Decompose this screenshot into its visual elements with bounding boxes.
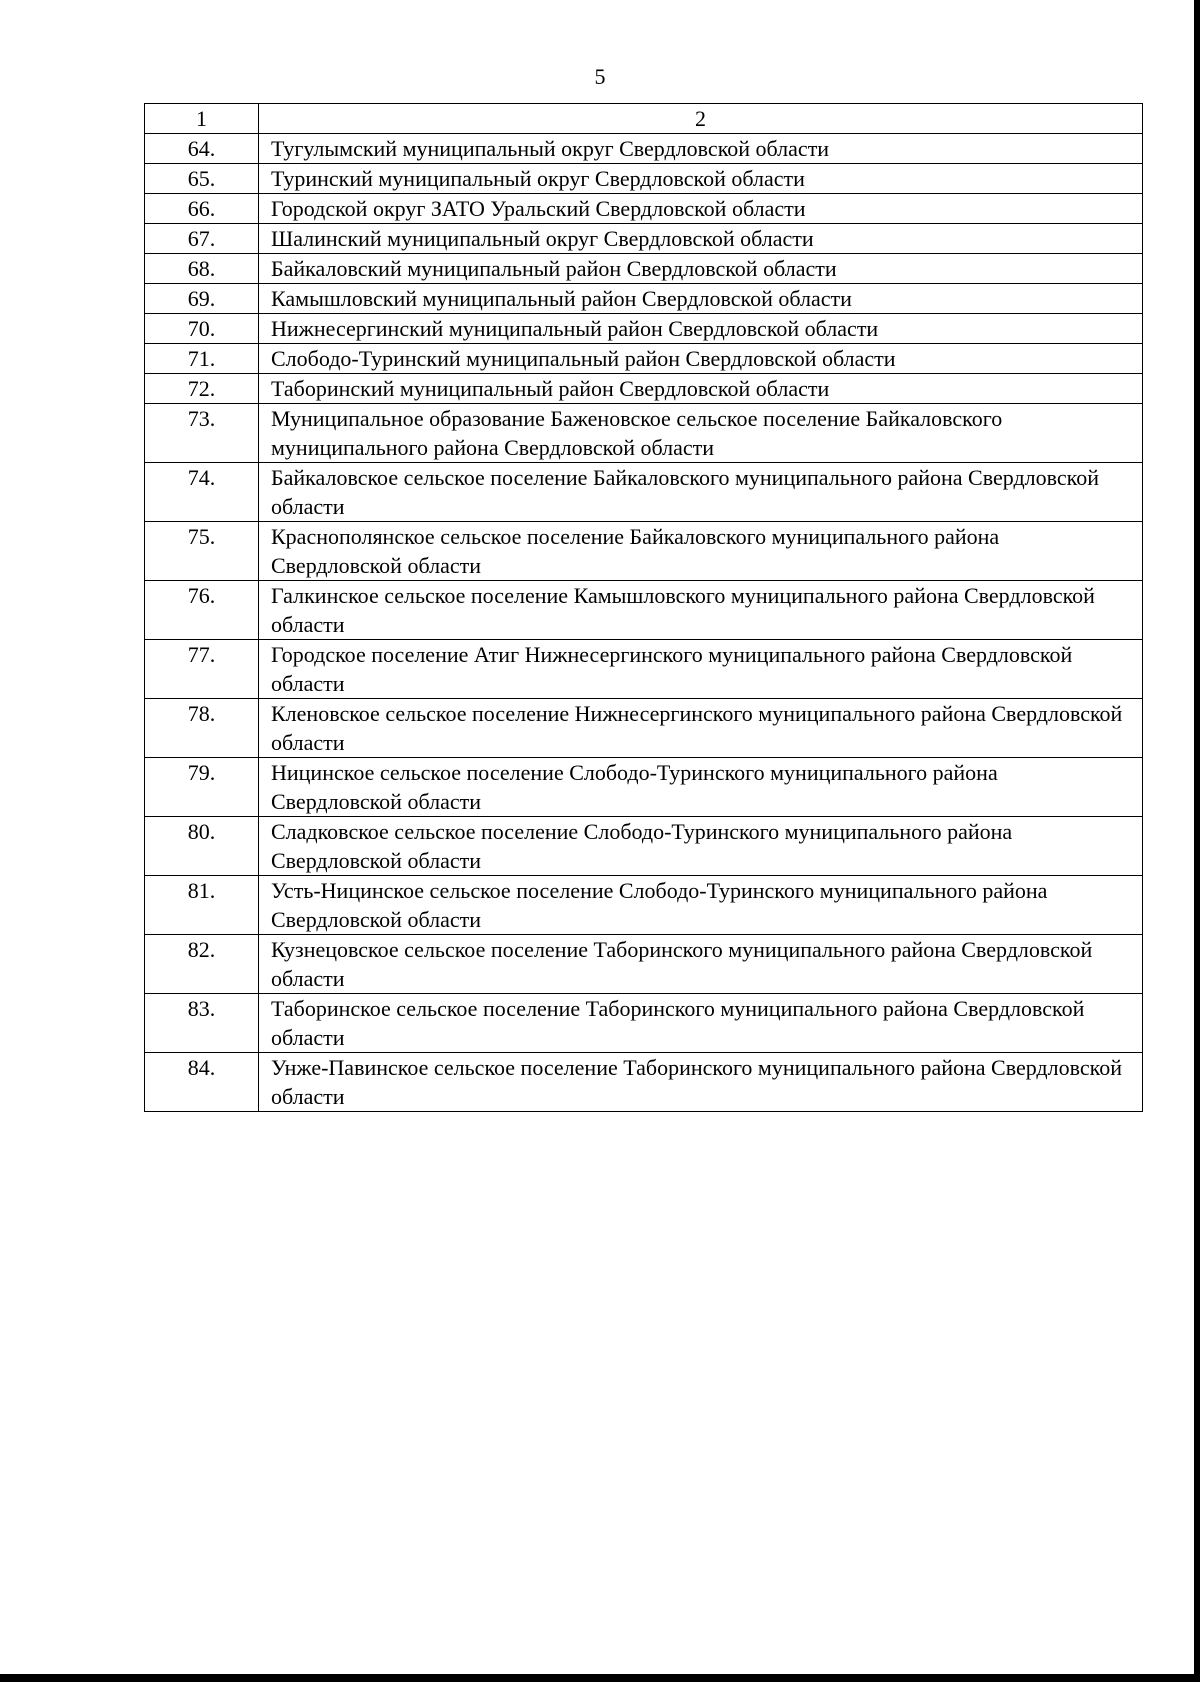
table-row xyxy=(145,254,1143,284)
municipality-name: Слободо-Туринский муниципальный район Свердловской области xyxy=(259,344,1143,374)
row-number: 80. xyxy=(145,817,259,876)
column-header-name: 2 xyxy=(259,104,1143,134)
table-row xyxy=(145,404,1143,463)
table-row xyxy=(145,817,1143,876)
municipality-name: Байкаловское сельское поселение Байкаловского муниципального района Свердловской области xyxy=(259,463,1143,522)
table-row xyxy=(145,194,1143,224)
municipality-name: Шалинский муниципальный округ Свердловской области xyxy=(259,224,1143,254)
table-row xyxy=(145,1053,1143,1112)
municipality-name: Тугулымский муниципальный округ Свердловской области xyxy=(259,134,1143,164)
table-row xyxy=(145,876,1143,935)
municipality-name: Краснополянское сельское поселение Байкаловского муниципального района Свердловской области xyxy=(259,522,1143,581)
page-number: 5 xyxy=(594,64,606,89)
column-header-number: 1 xyxy=(145,104,259,134)
table-row xyxy=(145,164,1143,194)
scan-border-right xyxy=(1194,0,1200,1682)
table-row xyxy=(145,374,1143,404)
table-row xyxy=(145,640,1143,699)
row-number: 74. xyxy=(145,463,259,522)
table-row xyxy=(145,758,1143,817)
row-number: 71. xyxy=(145,344,259,374)
municipality-name: Кленовское сельское поселение Нижнесергинского муниципального района Свердловской области xyxy=(259,699,1143,758)
row-number: 66. xyxy=(145,194,259,224)
municipality-name: Унже-Павинское сельское поселение Таборинского муниципального района Свердловской области xyxy=(259,1053,1143,1112)
municipality-name: Галкинское сельское поселение Камышловского муниципального района Свердловской области xyxy=(259,581,1143,640)
row-number: 72. xyxy=(145,374,259,404)
table-row xyxy=(145,224,1143,254)
table-row xyxy=(145,463,1143,522)
row-number: 81. xyxy=(145,876,259,935)
row-number: 73. xyxy=(145,404,259,463)
row-number: 65. xyxy=(145,164,259,194)
row-number: 68. xyxy=(145,254,259,284)
municipality-name: Муниципальное образование Баженовское сельское поселение Байкаловского муниципального района Свердловской области xyxy=(259,404,1143,463)
municipalities-table xyxy=(144,103,1143,1112)
municipality-name: Сладковское сельское поселение Слободо-Туринского муниципального района Свердловской области xyxy=(259,817,1143,876)
row-number: 78. xyxy=(145,699,259,758)
row-number: 77. xyxy=(145,640,259,699)
municipality-name: Ницинское сельское поселение Слободо-Туринского муниципального района Свердловской области xyxy=(259,758,1143,817)
table-row xyxy=(145,344,1143,374)
municipality-name: Байкаловский муниципальный район Свердловской области xyxy=(259,254,1143,284)
row-number: 84. xyxy=(145,1053,259,1112)
row-number: 82. xyxy=(145,935,259,994)
row-number: 79. xyxy=(145,758,259,817)
table-row xyxy=(145,284,1143,314)
table-row xyxy=(145,994,1143,1053)
table-row xyxy=(145,314,1143,344)
row-number: 70. xyxy=(145,314,259,344)
row-number: 83. xyxy=(145,994,259,1053)
row-number: 67. xyxy=(145,224,259,254)
municipality-name: Нижнесергинский муниципальный район Свердловской области xyxy=(259,314,1143,344)
municipality-name: Городское поселение Атиг Нижнесергинского муниципального района Свердловской области xyxy=(259,640,1143,699)
row-number: 75. xyxy=(145,522,259,581)
table-row xyxy=(145,522,1143,581)
row-number: 64. xyxy=(145,134,259,164)
municipality-name: Туринский муниципальный округ Свердловской области xyxy=(259,164,1143,194)
municipality-name: Таборинский муниципальный район Свердловской области xyxy=(259,374,1143,404)
municipality-name: Таборинское сельское поселение Таборинского муниципального района Свердловской области xyxy=(259,994,1143,1053)
table-body xyxy=(145,134,1143,1112)
row-number: 69. xyxy=(145,284,259,314)
row-number: 76. xyxy=(145,581,259,640)
municipality-name: Кузнецовское сельское поселение Таборинского муниципального района Свердловской области xyxy=(259,935,1143,994)
scan-border-bottom xyxy=(0,1674,1200,1682)
table-header-row xyxy=(145,104,1143,134)
table-row xyxy=(145,935,1143,994)
municipality-name: Городской округ ЗАТО Уральский Свердловской области xyxy=(259,194,1143,224)
municipality-name: Камышловский муниципальный район Свердловской области xyxy=(259,284,1143,314)
table-row xyxy=(145,581,1143,640)
municipality-name: Усть-Ницинское сельское поселение Слободо-Туринского муниципального района Свердловской области xyxy=(259,876,1143,935)
table-row xyxy=(145,134,1143,164)
table-row xyxy=(145,699,1143,758)
